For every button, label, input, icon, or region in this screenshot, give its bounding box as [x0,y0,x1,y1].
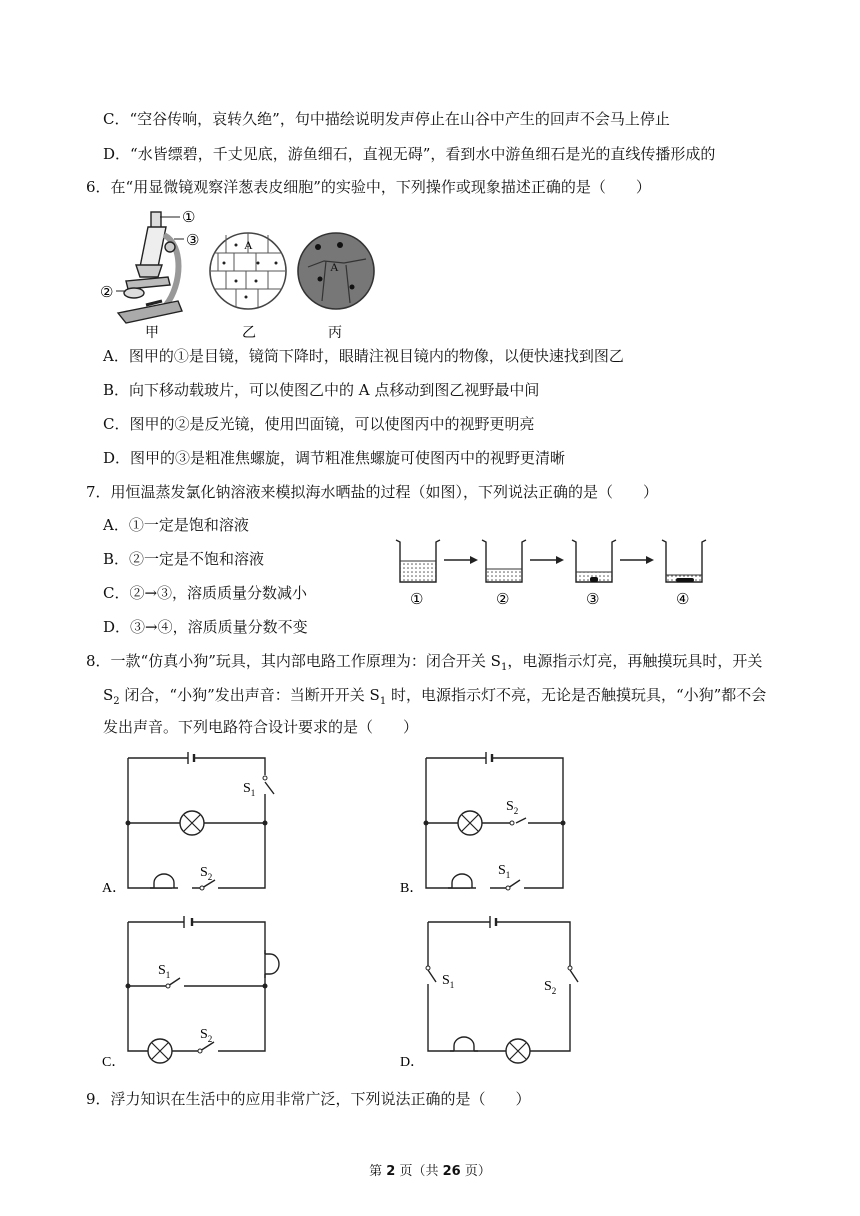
label-2: ② [100,285,114,301]
q6-option-a: A．图甲的①是目镜，镜筒下降时，眼睛注视目镜内的物像，以便快速找到图乙 [103,347,624,365]
q7-option-a: A．①一定是饱和溶液 [103,516,249,534]
q8-stem-line-1: 8．一款“仿真小狗”玩具，其内部电路工作原理为：闭合开关 $S_1$，电源指示灯亮，再触摸玩具时，开关 [86,652,763,673]
q9-stem: 9．浮力知识在生活中的应用非常广泛，下列说法正确的是（ ） [86,1090,531,1108]
option-d-label: D． [400,1055,425,1070]
onion-cells-view [210,233,286,309]
beaker-4 [662,540,706,582]
switch-s1-label: $S_1$ [498,863,511,880]
switch-s2-label: $S_2$ [200,1027,213,1044]
q8-stem-line-2: $S_2$ 闭合，“小狗”发出声音：当断开开关 $S_1$ 时，电源指示灯不亮，无论是否触摸玩具，“小狗”都不会 [103,686,767,707]
caption-bing: 丙 [328,326,342,341]
switch-s1-label: $S_1$ [243,781,256,798]
beaker-1 [396,540,440,582]
beaker-3 [572,540,616,582]
q7-option-b: B．②一定是不饱和溶液 [103,550,265,568]
microscope-drawing [118,212,182,323]
buzzer-icon [450,1037,478,1051]
q6-option-b: B．向下移动载玻片，可以使图乙中的 A 点移动到图乙视野最中间 [103,381,540,399]
beaker-label-4: ④ [676,592,690,608]
option-b-label: B． [400,881,424,896]
page-number: 2 [386,1164,396,1179]
point-a-yi: A [244,238,253,252]
caption-jia: 甲 [145,326,159,341]
label-1: ① [182,210,196,226]
option-c-label: C． [102,1055,126,1070]
point-a-bing: A [330,260,339,274]
circuit-b [398,750,588,895]
switch-s1-label: $S_1$ [442,973,455,990]
switch-s2-label: $S_2$ [200,865,213,882]
q7-option-d: D．③→④，溶质质量分数不变 [103,618,308,636]
q6-option-d: D．图甲的③是粗准焦螺旋，调节粗准焦螺旋可使图丙中的视野更清晰 [103,449,566,467]
microscope-figure [96,205,356,340]
option-a-label: A． [102,881,127,896]
buzzer-icon [150,874,178,888]
lamp-icon [458,811,482,835]
q7-stem: 7．用恒温蒸发氯化钠溶液来模拟海水晒盐的过程（如图），下列说法正确的是（ ） [86,483,659,501]
beaker-label-1: ① [410,592,424,608]
lamp-icon [180,811,204,835]
q6-option-c: C．图甲的②是反光镜，使用凹面镜，可以使图丙中的视野更明亮 [103,415,535,433]
beaker-2 [482,540,526,582]
buzzer-icon [448,874,476,888]
circuit-c [100,908,290,1068]
beaker-label-2: ② [496,592,510,608]
q6-stem: 6．在“用显微镜观察洋葱表皮细胞”的实验中，下列操作或现象描述正确的是（ ） [86,178,651,196]
page-footer: 第 2 页（共 26 页） [369,1164,491,1179]
lamp-icon [506,1039,530,1063]
switch-s2-label: $S_2$ [506,799,519,816]
beaker-label-3: ③ [586,592,600,608]
lamp-icon [148,1039,172,1063]
q5-option-d: D．“水皆缥碧，千丈见底，游鱼细石，直视无碍”，看到水中游鱼细石是光的直线传播形成的 [103,145,716,163]
switch-s2-label: $S_2$ [544,979,557,996]
circuit-a [100,750,290,895]
caption-yi: 乙 [242,326,256,341]
circuit-d [398,908,598,1068]
q7-option-c: C．②→③，溶质质量分数减小 [103,584,308,602]
total-pages: 26 [442,1164,461,1179]
buzzer-icon [265,950,279,978]
q5-option-c: C．“空谷传响，哀转久绝”，句中描绘说明发声停止在山谷中产生的回声不会马上停止 [103,110,670,128]
label-3: ③ [186,233,200,249]
evaporation-figure [394,538,714,613]
switch-s1-label: $S_1$ [158,963,171,980]
q8-stem-line-3: 发出声音。下列电路符合设计要求的是（ ） [103,718,419,736]
dark-field-view [298,233,374,309]
